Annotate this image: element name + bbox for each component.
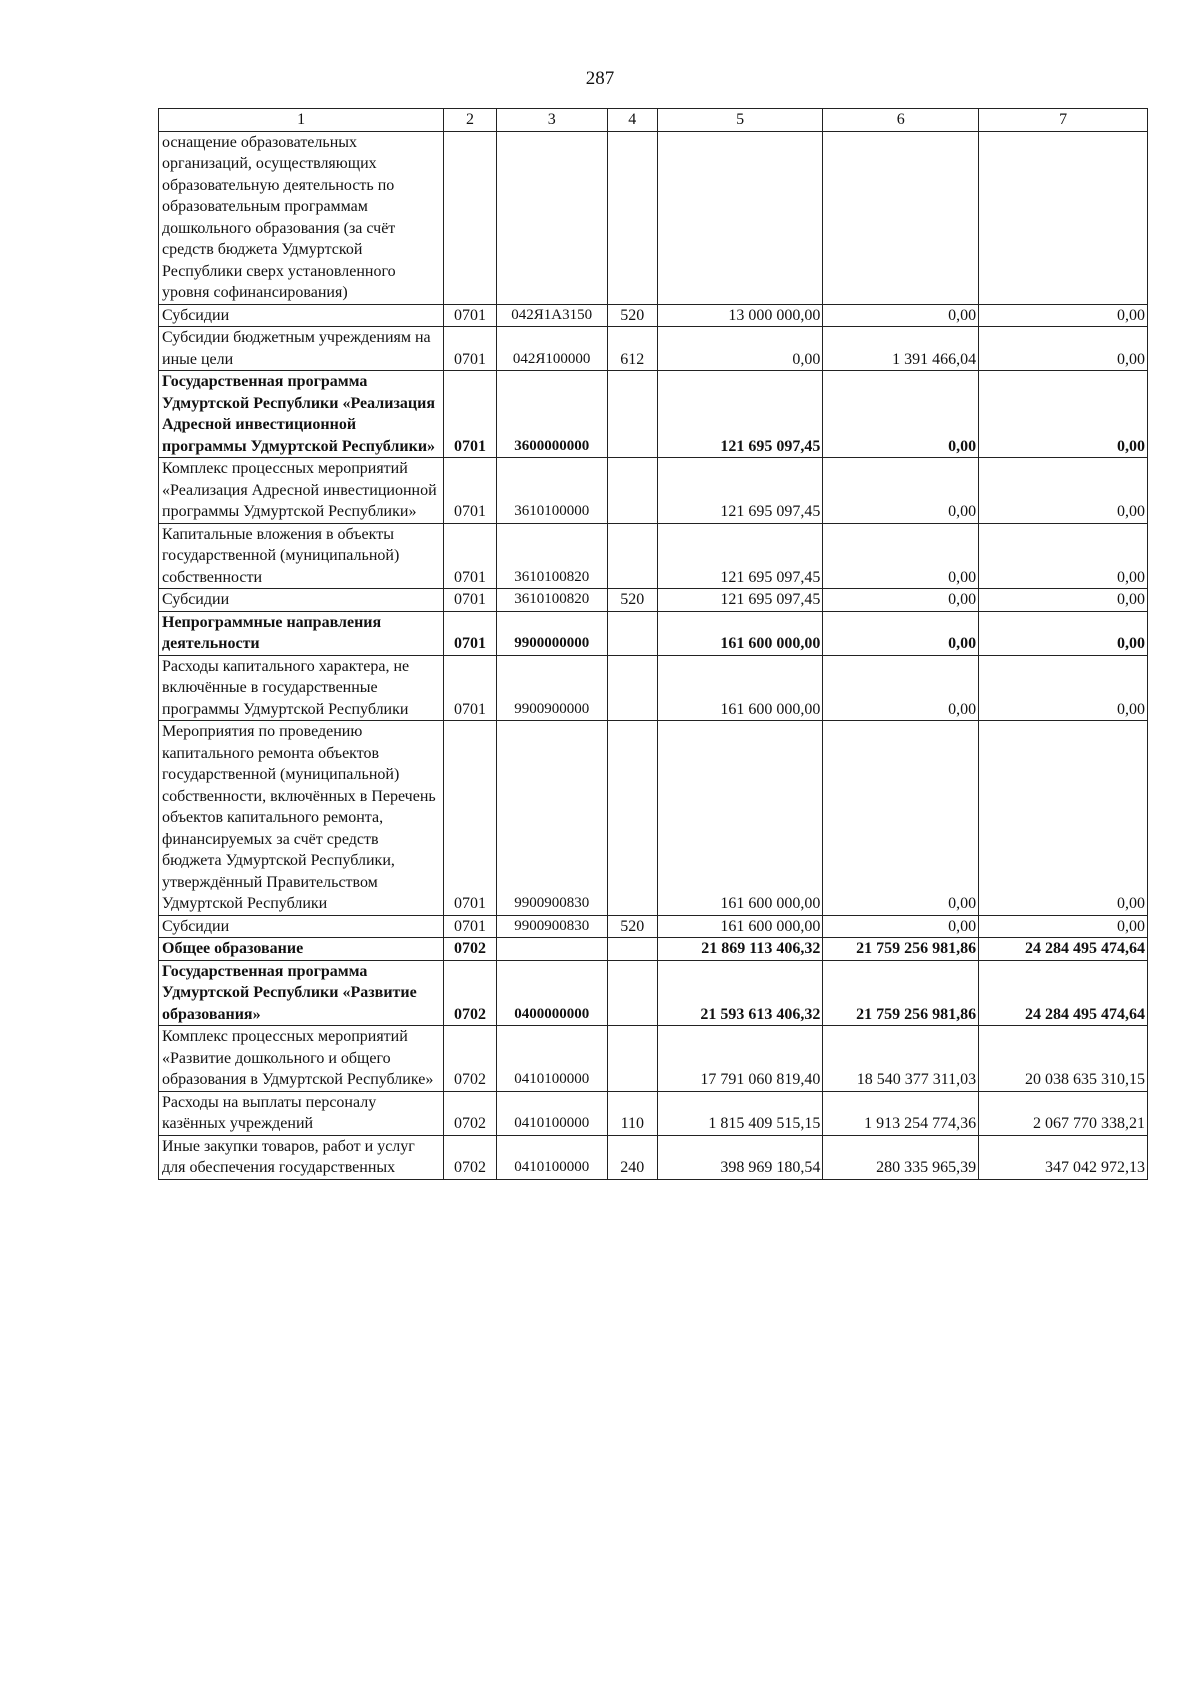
amount-col6: 0,00 bbox=[823, 611, 979, 655]
target-code: 3610100000 bbox=[496, 458, 607, 524]
section-code: 0702 bbox=[444, 938, 496, 961]
budget-table bbox=[158, 108, 1148, 1180]
expense-type: 240 bbox=[607, 1135, 657, 1179]
amount-col7: 2 067 770 338,21 bbox=[979, 1091, 1148, 1135]
amount-col7: 0,00 bbox=[979, 458, 1148, 524]
section-code: 0701 bbox=[444, 304, 496, 327]
item-name: Общее образование bbox=[159, 938, 444, 961]
header-row bbox=[159, 109, 1148, 132]
item-name: Государственная программа Удмуртской Республики «Развитие образования» bbox=[159, 960, 444, 1026]
amount-col6: 21 759 256 981,86 bbox=[823, 938, 979, 961]
amount-col6: 21 759 256 981,86 bbox=[823, 960, 979, 1026]
target-code: 0410100000 bbox=[496, 1091, 607, 1135]
section-code: 0701 bbox=[444, 915, 496, 938]
amount-col5: 21 593 613 406,32 bbox=[657, 960, 823, 1026]
item-name: Мероприятия по проведению капитального ремонта объектов государственной (муниципальной) собственности, включённых в Перечень объектов капитального ремонта, финансируемых за счёт средств бюджета Удмуртской Республики, утверждённый Правительством Удмуртской Республики bbox=[159, 721, 444, 916]
expense-type: 110 bbox=[607, 1091, 657, 1135]
amount-col6: 18 540 377 311,03 bbox=[823, 1026, 979, 1092]
section-code: 0702 bbox=[444, 1135, 496, 1179]
expense-type bbox=[607, 523, 657, 589]
amount-col7: 0,00 bbox=[979, 304, 1148, 327]
section-code bbox=[444, 131, 496, 304]
section-code: 0701 bbox=[444, 523, 496, 589]
amount-col7: 0,00 bbox=[979, 589, 1148, 612]
table-row bbox=[159, 611, 1148, 655]
section-code: 0701 bbox=[444, 458, 496, 524]
table-row bbox=[159, 915, 1148, 938]
section-code: 0702 bbox=[444, 1026, 496, 1092]
item-name: Иные закупки товаров, работ и услуг для обеспечения государственных bbox=[159, 1135, 444, 1179]
target-code bbox=[496, 938, 607, 961]
amount-col6: 0,00 bbox=[823, 458, 979, 524]
expense-type bbox=[607, 131, 657, 304]
amount-col6: 1 913 254 774,36 bbox=[823, 1091, 979, 1135]
item-name: Капитальные вложения в объекты государственной (муниципальной) собственности bbox=[159, 523, 444, 589]
item-name: Государственная программа Удмуртской Республики «Реализация Адресной инвестиционной программы Удмуртской Республики» bbox=[159, 371, 444, 458]
item-name: Субсидии бюджетным учреждениям на иные цели bbox=[159, 327, 444, 371]
table-row bbox=[159, 1135, 1148, 1179]
target-code: 3610100820 bbox=[496, 523, 607, 589]
table-row bbox=[159, 960, 1148, 1026]
amount-col7: 24 284 495 474,64 bbox=[979, 938, 1148, 961]
expense-type bbox=[607, 371, 657, 458]
amount-col7: 0,00 bbox=[979, 611, 1148, 655]
amount-col5: 398 969 180,54 bbox=[657, 1135, 823, 1179]
amount-col7: 0,00 bbox=[979, 327, 1148, 371]
amount-col5: 121 695 097,45 bbox=[657, 371, 823, 458]
section-code: 0701 bbox=[444, 327, 496, 371]
expense-type bbox=[607, 458, 657, 524]
amount-col6: 0,00 bbox=[823, 523, 979, 589]
expense-type: 520 bbox=[607, 589, 657, 612]
target-code: 9900900830 bbox=[496, 915, 607, 938]
item-name: Комплекс процессных мероприятий «Развитие дошкольного и общего образования в Удмуртской Республике» bbox=[159, 1026, 444, 1092]
item-name: Субсидии bbox=[159, 589, 444, 612]
target-code: 0410100000 bbox=[496, 1026, 607, 1092]
amount-col5: 161 600 000,00 bbox=[657, 721, 823, 916]
amount-col6: 0,00 bbox=[823, 655, 979, 721]
amount-col7: 0,00 bbox=[979, 655, 1148, 721]
target-code: 3610100820 bbox=[496, 589, 607, 612]
expense-type bbox=[607, 721, 657, 916]
table-row bbox=[159, 371, 1148, 458]
amount-col6: 0,00 bbox=[823, 371, 979, 458]
expense-type bbox=[607, 655, 657, 721]
target-code: 9900000000 bbox=[496, 611, 607, 655]
page-number: 287 bbox=[585, 68, 615, 89]
section-code: 0701 bbox=[444, 721, 496, 916]
amount-col7: 20 038 635 310,15 bbox=[979, 1026, 1148, 1092]
item-name: оснащение образовательных организаций, осуществляющих образовательную деятельность по образовательным программам дошкольного образования (за счёт средств бюджета Удмуртской Республики сверх установленного уровня софинансирования) bbox=[159, 131, 444, 304]
amount-col5: 161 600 000,00 bbox=[657, 915, 823, 938]
table-row bbox=[159, 131, 1148, 304]
amount-col5: 121 695 097,45 bbox=[657, 458, 823, 524]
table-row bbox=[159, 655, 1148, 721]
table-row bbox=[159, 721, 1148, 916]
expense-type bbox=[607, 1026, 657, 1092]
table-row bbox=[159, 589, 1148, 612]
col-header: 4 bbox=[607, 109, 657, 132]
amount-col5: 0,00 bbox=[657, 327, 823, 371]
amount-col6 bbox=[823, 131, 979, 304]
expense-type bbox=[607, 611, 657, 655]
expense-type: 520 bbox=[607, 915, 657, 938]
table-row bbox=[159, 938, 1148, 961]
target-code: 0410100000 bbox=[496, 1135, 607, 1179]
table-row bbox=[159, 458, 1148, 524]
amount-col5: 13 000 000,00 bbox=[657, 304, 823, 327]
item-name: Субсидии bbox=[159, 915, 444, 938]
amount-col7: 0,00 bbox=[979, 523, 1148, 589]
amount-col7: 24 284 495 474,64 bbox=[979, 960, 1148, 1026]
amount-col7: 0,00 bbox=[979, 721, 1148, 916]
target-code: 042Я100000 bbox=[496, 327, 607, 371]
target-code: 042Я1А3150 bbox=[496, 304, 607, 327]
amount-col5: 1 815 409 515,15 bbox=[657, 1091, 823, 1135]
expense-type bbox=[607, 960, 657, 1026]
amount-col6: 280 335 965,39 bbox=[823, 1135, 979, 1179]
table-row bbox=[159, 1091, 1148, 1135]
amount-col7 bbox=[979, 131, 1148, 304]
amount-col6: 0,00 bbox=[823, 915, 979, 938]
amount-col5: 121 695 097,45 bbox=[657, 523, 823, 589]
table-row bbox=[159, 523, 1148, 589]
section-code: 0701 bbox=[444, 589, 496, 612]
amount-col6: 0,00 bbox=[823, 304, 979, 327]
amount-col6: 1 391 466,04 bbox=[823, 327, 979, 371]
expense-type bbox=[607, 938, 657, 961]
col-header: 2 bbox=[444, 109, 496, 132]
section-code: 0702 bbox=[444, 1091, 496, 1135]
amount-col7: 0,00 bbox=[979, 915, 1148, 938]
target-code: 0400000000 bbox=[496, 960, 607, 1026]
amount-col5: 161 600 000,00 bbox=[657, 655, 823, 721]
col-header: 1 bbox=[159, 109, 444, 132]
section-code: 0702 bbox=[444, 960, 496, 1026]
section-code: 0701 bbox=[444, 611, 496, 655]
col-header: 7 bbox=[979, 109, 1148, 132]
item-name: Субсидии bbox=[159, 304, 444, 327]
amount-col5: 121 695 097,45 bbox=[657, 589, 823, 612]
table-row bbox=[159, 304, 1148, 327]
item-name: Расходы капитального характера, не включённые в государственные программы Удмуртской Республики bbox=[159, 655, 444, 721]
amount-col5: 17 791 060 819,40 bbox=[657, 1026, 823, 1092]
item-name: Непрограммные направления деятельности bbox=[159, 611, 444, 655]
amount-col6: 0,00 bbox=[823, 721, 979, 916]
amount-col7: 347 042 972,13 bbox=[979, 1135, 1148, 1179]
amount-col5: 21 869 113 406,32 bbox=[657, 938, 823, 961]
section-code: 0701 bbox=[444, 371, 496, 458]
col-header: 3 bbox=[496, 109, 607, 132]
amount-col7: 0,00 bbox=[979, 371, 1148, 458]
col-header: 6 bbox=[823, 109, 979, 132]
section-code: 0701 bbox=[444, 655, 496, 721]
amount-col6: 0,00 bbox=[823, 589, 979, 612]
item-name: Комплекс процессных мероприятий «Реализация Адресной инвестиционной программы Удмуртской Республики» bbox=[159, 458, 444, 524]
expense-type: 520 bbox=[607, 304, 657, 327]
target-code bbox=[496, 131, 607, 304]
table-body bbox=[159, 131, 1148, 1179]
amount-col5 bbox=[657, 131, 823, 304]
target-code: 3600000000 bbox=[496, 371, 607, 458]
item-name: Расходы на выплаты персоналу казённых учреждений bbox=[159, 1091, 444, 1135]
col-header: 5 bbox=[657, 109, 823, 132]
expense-type: 612 bbox=[607, 327, 657, 371]
table-row bbox=[159, 327, 1148, 371]
target-code: 9900900830 bbox=[496, 721, 607, 916]
table-row bbox=[159, 1026, 1148, 1092]
target-code: 9900900000 bbox=[496, 655, 607, 721]
amount-col5: 161 600 000,00 bbox=[657, 611, 823, 655]
